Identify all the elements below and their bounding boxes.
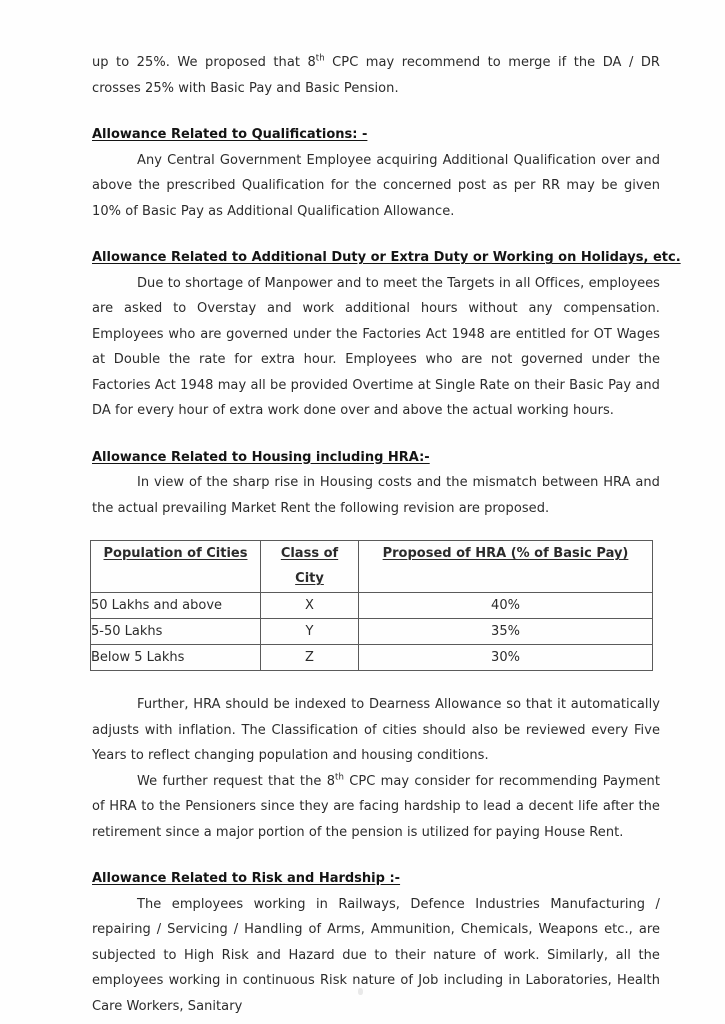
hra-table: [90, 540, 653, 671]
table-row: [91, 593, 653, 619]
heading-allowance-qualifications: Allowance Related to Qualifications: -: [92, 127, 368, 142]
paragraph-da-dr-merge: up to 25%. We proposed that 8th CPC may recommend to merge if the DA / DR crosses 25% with Basic Pay and Basic Pension.: [92, 53, 660, 96]
table-header-proposed-hra: [359, 541, 653, 593]
scan-artifact-speck: [358, 988, 363, 995]
spacer-after-qualifications: [92, 224, 660, 245]
cell-hra-percent: 40%: [359, 593, 653, 619]
table-header-row: [91, 541, 653, 593]
cell-class-of-city: Z: [261, 645, 359, 671]
table-header-population-text: Population of Cities: [103, 546, 248, 561]
heading-allowance-housing-hra: Allowance Related to Housing including HRA:-: [92, 449, 430, 465]
table-header-population: [91, 541, 261, 593]
hra-table-container: [92, 540, 660, 671]
paragraph-risk-hardship: The employees working in Railways, Defence Industries Manufacturing / repairing / Servicing / Handling of Arms, Ammunition, Chemicals, Weapons etc., are subjected to High Risk and Hazard due to their nature of work. Similarly, all the employees working in continuous Risk nature of Job including in Laboratories, Health Care Workers, Sanitary: [92, 896, 660, 1014]
paragraph-qualification-allowance: Any Central Government Employee acquiring Additional Qualification over and above the prescribed Qualification for the concerned post as per RR may be given 10% of Basic Pay as Additional Qualification Allowance.: [92, 152, 660, 219]
table-row: [91, 645, 653, 671]
cell-population: Below 5 Lakhs: [91, 645, 261, 671]
table-header-proposed-hra-text: Proposed of HRA (% of Basic Pay): [382, 546, 629, 561]
cell-population: 50 Lakhs and above: [91, 593, 261, 619]
table-header-class-of-city-line1: Class of: [280, 546, 339, 561]
cell-class-of-city: Y: [261, 619, 359, 645]
spacer-after-intro: [92, 101, 660, 122]
table-header-class-of-city-line2: City: [295, 571, 324, 586]
heading-allowance-risk-hardship: Allowance Related to Risk and Hardship :-: [92, 871, 401, 886]
heading-allowance-additional-duty: Allowance Related to Additional Duty or Extra Duty or Working on Holidays, etc.: [92, 250, 681, 265]
cell-hra-percent: 35%: [359, 619, 653, 645]
cell-class-of-city: X: [261, 593, 359, 619]
spacer-after-hra: [92, 845, 660, 866]
table-row: [91, 619, 653, 645]
cell-population: 5-50 Lakhs: [91, 619, 261, 645]
table-header-class-of-city: [261, 541, 359, 593]
paragraph-hra-indexation: Further, HRA should be indexed to Dearness Allowance so that it automatically adjusts with inflation. The Classification of cities should also be reviewed every Five Years to reflect changing population and housing conditions.: [92, 697, 660, 763]
paragraph-housing-intro: In view of the sharp rise in Housing costs and the mismatch between HRA and the actual prevailing Market Rent the following revision are proposed.: [92, 475, 660, 516]
paragraph-overtime: Due to shortage of Manpower and to meet the Targets in all Offices, employees are asked to Overstay and work additional hours without any compensation. Employees who are governed under the Factories Act 1948 are entitled for OT Wages at Double the rate for extra hour. Employees who are not governed under the Factories Act 1948 may all be provided Overtime at Single Rate on their Basic Pay and DA for every hour of extra work done over and above the actual working hours.: [92, 275, 660, 418]
spacer-after-additional-duty: [92, 424, 660, 445]
cell-hra-percent: 30%: [359, 645, 653, 671]
document-body: [91, 50, 681, 1019]
paragraph-hra-pensioners: We further request that the 8th CPC may consider for recommending Payment of HRA to the Pensioners since they are facing hardship to lead a decent life after the retirement since a major portion of the pension is utilized for paying House Rent.: [92, 772, 660, 840]
spacer-after-table: [92, 671, 660, 692]
